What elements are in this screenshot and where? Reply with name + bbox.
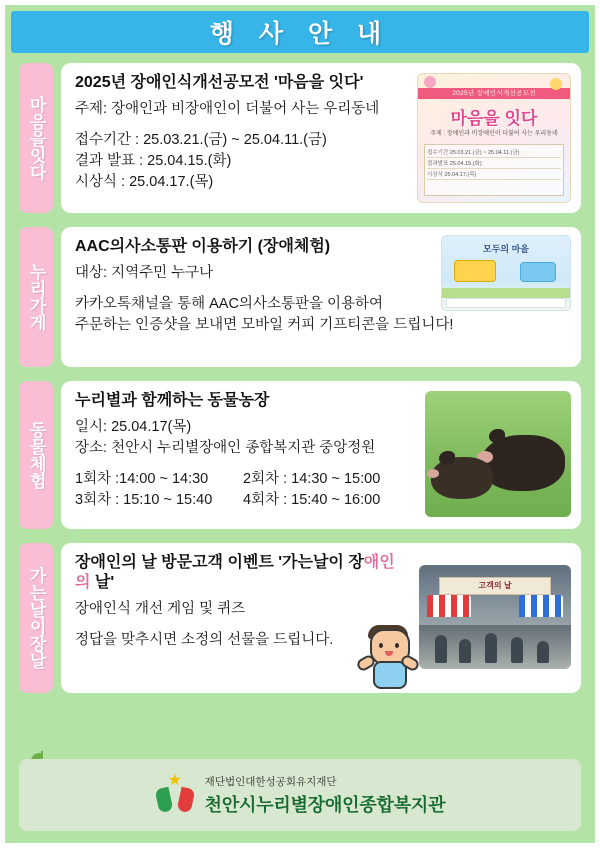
logo-leaf-green: [154, 787, 173, 813]
section-line: 대상: 지역주민 누구나: [75, 265, 214, 281]
section-card-contest: [61, 63, 581, 213]
person-icon: [459, 639, 471, 663]
tent-icon: [519, 595, 563, 617]
event-market-photo: [419, 565, 571, 669]
section-contest: [19, 63, 581, 213]
spacer: [75, 620, 401, 630]
pig-icon: [431, 457, 493, 499]
section-line: 결과 발표 : 25.04.15.(화): [75, 153, 232, 170]
contest-poster-title: 마음을 잇다: [450, 109, 538, 128]
schedule-cell: 4회차 : 15:40 ~ 16:00: [243, 492, 381, 509]
schedule-row: [75, 469, 421, 490]
person-icon: [435, 635, 447, 663]
organization-logo-icon: [155, 774, 195, 816]
page-title: 행 사 안 내: [209, 20, 391, 48]
person-icon: [537, 641, 549, 663]
contest-poster-details: [424, 144, 564, 196]
section-title: 2025년 장애인식개선공모전 '마음을 잇다': [75, 74, 364, 91]
aac-board-caption: 모두의 마을: [483, 244, 529, 254]
section-line: 장애인식 개선 게임 및 퀴즈: [75, 601, 246, 617]
section-tab-label: 누리가게: [26, 263, 46, 331]
organization-center-name: 천안시누리별장애인종합복지관: [204, 794, 446, 815]
event-banner-text: 고객의 날: [439, 577, 551, 595]
section-tab-aac: [19, 227, 53, 367]
mascot-eye: [379, 643, 383, 648]
section-tab-label: 동물체험: [26, 421, 46, 489]
section-title: [75, 553, 401, 593]
section-line: 장소: 천안시 누리별장애인 종합복지관 중앙정원: [75, 440, 376, 457]
aac-symbol-strip: [446, 298, 566, 308]
spacer: [75, 120, 411, 130]
section-title-main: 장애인의 날 방문고객 이벤트 '가는날이 장: [75, 554, 364, 571]
section-line: 정답을 맞추시면 소정의 선물을 드립니다.: [75, 632, 334, 649]
schedule-cell: 1회차 :14:00 ~ 14:30: [75, 471, 209, 488]
crowd-area: [419, 625, 571, 669]
mascot-character-icon: [357, 623, 419, 689]
flower-icon: [424, 76, 436, 88]
mascot-eye: [395, 643, 399, 648]
schedule-cell: 3회차 : 15:10 ~ 15:40: [75, 492, 213, 509]
person-icon: [511, 637, 523, 663]
section-line: 카카오톡채널을 통해 AAC의사소통판을 이용하여: [75, 296, 384, 313]
pig-snout: [427, 469, 439, 478]
contest-poster-detail-row: 시상식 25.04.17.(목): [427, 169, 561, 180]
section-aac: [19, 227, 581, 367]
aac-board-thumbnail: [441, 235, 571, 311]
section-card-visitor-event: [61, 543, 581, 693]
contest-poster-band: 2025년 장애인식개선공모전: [418, 88, 570, 99]
section-title: 누리별과 함께하는 동물농장: [75, 392, 270, 409]
poster-header: [11, 11, 589, 53]
section-tab-animal-farm: [19, 381, 53, 529]
pig-ear: [439, 451, 455, 465]
logo-leaf-red: [176, 787, 195, 813]
section-tab-label: 가는날이장날: [26, 567, 46, 669]
car-icon: [520, 262, 556, 282]
section-card-animal-farm: [61, 381, 581, 529]
sections-container: [19, 63, 581, 753]
poster-background: [5, 5, 595, 843]
flower-icon: [550, 78, 562, 90]
bus-icon: [454, 260, 496, 282]
pig-icon: [481, 435, 565, 491]
section-visitor-event: [19, 543, 581, 693]
organization-name: [205, 774, 446, 817]
section-line: 주제: 장애인과 비장애인이 더불어 사는 우리동네: [75, 101, 380, 117]
mini-pigs-photo: [425, 391, 571, 517]
section-line: 일시: 25.04.17(목): [75, 419, 192, 435]
contest-poster-detail-row: 결과발표 25.04.15.(화): [427, 158, 561, 169]
contest-poster-subtitle: 주제 : 장애인과 비장애인이 더불어 사는 우리동네: [430, 131, 558, 137]
schedule-cell: 2회차 : 14:30 ~ 15:00: [243, 471, 381, 488]
section-line: 시상식 : 25.04.17.(목): [75, 174, 214, 191]
pig-ear: [489, 429, 505, 443]
contest-poster-detail-row: 접수기간 25.03.21.(금) ~ 25.04.11.(금): [427, 147, 561, 158]
spacer: [75, 459, 421, 469]
tent-icon: [427, 595, 471, 617]
section-title-highlight: 애인의: [75, 554, 395, 591]
section-title-tail: 날': [90, 574, 115, 591]
footer-content: [155, 774, 446, 817]
section-tab-visitor-event: [19, 543, 53, 693]
poster-footer: [19, 759, 581, 831]
section-card-aac: [61, 227, 581, 367]
section-line: 주문하는 인증샷을 보내면 모바일 커피 기프티콘을 드립니다!: [75, 317, 454, 334]
section-tab-label: 마음을잇다: [26, 95, 46, 181]
section-tab-contest: [19, 63, 53, 213]
section-line: 접수기간 : 25.03.21.(금) ~ 25.04.11.(금): [75, 132, 327, 149]
star-icon: ★: [167, 772, 183, 789]
contest-poster-thumbnail: [417, 73, 571, 203]
section-animal-farm: [19, 381, 581, 529]
section-title: AAC의사소통판 이용하기 (장애체험): [75, 238, 331, 255]
person-icon: [485, 633, 497, 663]
schedule-row: [75, 490, 421, 511]
ground-strip: [442, 288, 570, 298]
organization-foundation-name: 재단법인대한성공회유지재단: [204, 775, 337, 788]
